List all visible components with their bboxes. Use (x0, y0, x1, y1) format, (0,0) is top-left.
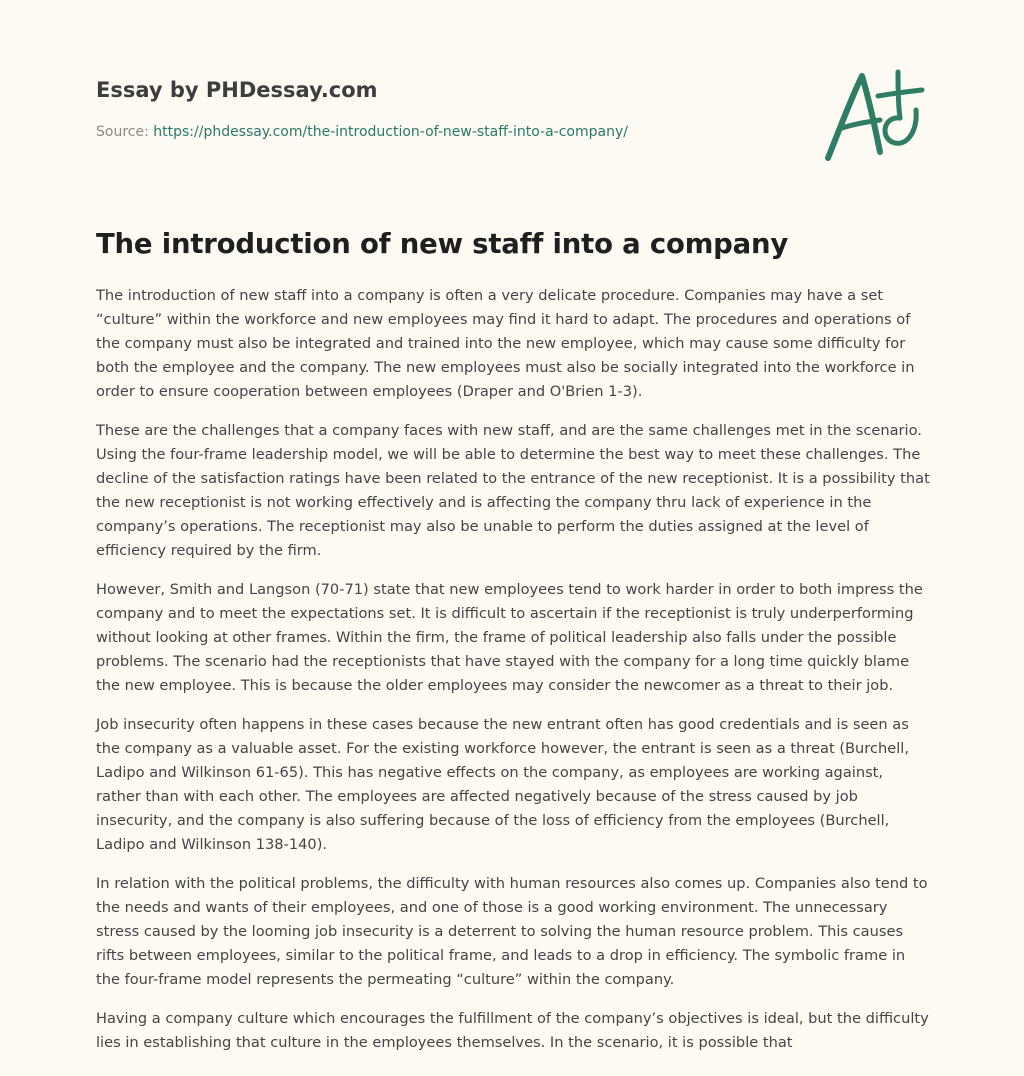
a-plus-logo (818, 66, 930, 166)
essay-header (96, 74, 796, 142)
essay-title: The introduction of new staff into a company (96, 228, 789, 260)
essay-paragraph-5: In relation with the political problems, the difficulty with human resources also comes up. Companies also tend to the needs and wants of their employees, and one of those is a good working environment. The unnecessary stress caused by the looming job insecurity is a deterrent to solving the human resource problem. This causes rifts between employees, similar to the political frame, and leads to a drop in efficiency. The symbolic frame in the four-frame model represents the permeating “culture” within the company. (96, 875, 928, 988)
essay-paragraph-3: However, Smith and Langson (70-71) state that new employees tend to work harder in order to both impress the company and to meet the expectations set. It is difficult to ascertain if the receptionist is truly underperforming without looking at other frames. Within the firm, the frame of political leadership also falls under the possible problems. The scenario had the receptionists that have stayed with the company for a long time quickly blame the new employee. This is because the older employees may consider the newcomer as a threat to their job. (96, 581, 923, 694)
essay-paragraph-4: Job insecurity often happens in these cases because the new entrant often has good credentials and is seen as the company as a valuable asset. For the existing workforce however, the entrant is seen as a threat (Burchell, Ladipo and Wilkinson 61-65). This has negative effects on the company, as employees are working against, rather than with each other. The employees are affected negatively because of the stress caused by job insecurity, and the company is also suffering because of the loss of efficiency from the employees (Burchell, Ladipo and Wilkinson 138-140). (96, 716, 909, 853)
source-line (96, 122, 796, 142)
essay-paragraph-6: Having a company culture which encourages the fulfillment of the company’s objectives is ideal, but the difficulty lies in establishing that culture in the employees themselves. In the scenario, it is possible that (96, 1010, 929, 1051)
brand-title: Essay by PHDessay.com (96, 78, 378, 102)
essay-paragraph-1: The introduction of new staff into a company is often a very delicate procedure. Companies may have a set “culture” within the workforce and new employees may find it hard to adapt. The procedures and operations of the company must also be integrated and trained into the new employee, which may cause some difficulty for both the employee and the company. The new employees must also be socially integrated into the workforce in order to ensure cooperation between employees (Draper and O'Brien 1-3). (96, 287, 915, 400)
essay-body (96, 284, 931, 1070)
source-label: Source: (96, 124, 149, 140)
essay-paragraph-2: These are the challenges that a company faces with new staff, and are the same challenges met in the scenario. Using the four-frame leadership model, we will be able to determine the best way to meet these challenges. The decline of the satisfaction ratings have been related to the entrance of the new receptionist. It is a possibility that the new receptionist is not working effectively and is affecting the company thru lack of experience in the company’s operations. The receptionist may also be unable to perform the duties assigned at the level of efficiency required by the firm. (96, 422, 930, 559)
source-link[interactable]: https://phdessay.com/the-introduction-of-new-staff-into-a-company/ (153, 124, 628, 140)
